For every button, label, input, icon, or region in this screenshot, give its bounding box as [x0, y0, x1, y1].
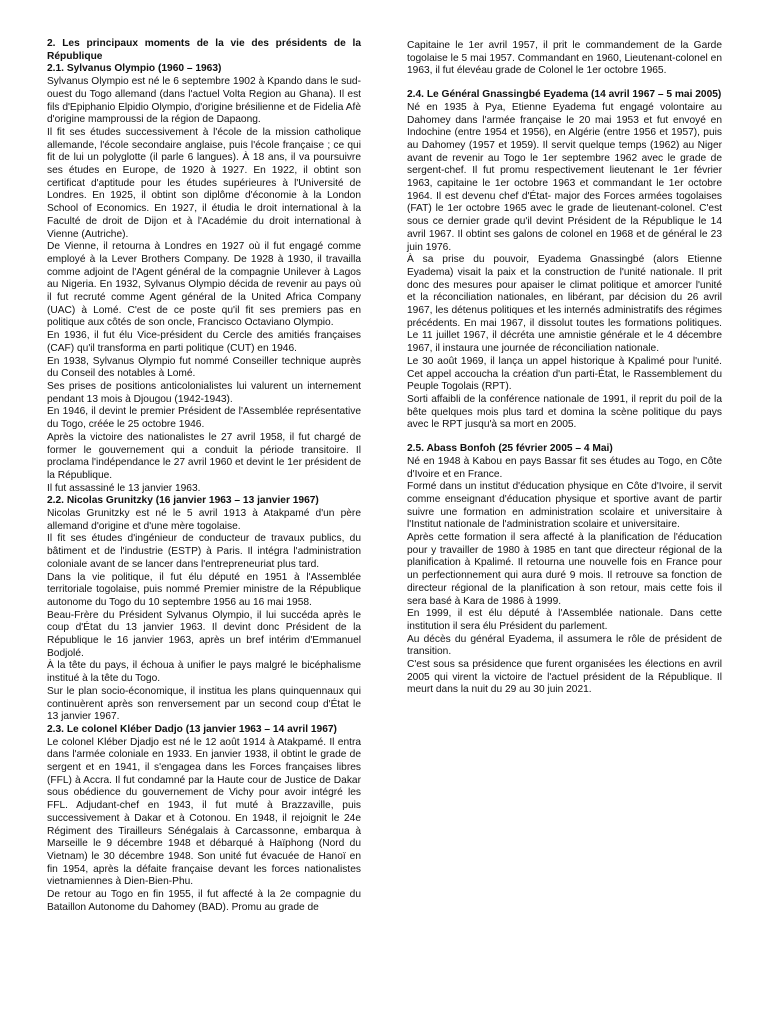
section-heading: 2.2. Nicolas Grunitzky (16 janvier 1963 – 13 janvier 1967)	[47, 495, 319, 507]
section-heading: 2.5. Abass Bonfoh (25 février 2005 – 4 Mai)	[407, 443, 613, 455]
paragraph: En 1999, il est élu député à l'Assemblée nationale. Dans cette institution il sera élu Président du parlement.	[407, 608, 722, 632]
paragraph: Capitaine le 1er avril 1957, il prit le commandement de la Garde togolaise le 5 mai 1957. Commandant en 1960, Lieutenant-colonel en 1963, il fut élevéau grade de Colonel le 1er octobre 1965.	[407, 40, 722, 77]
spacer	[407, 432, 722, 443]
paragraph: Au décès du général Eyadema, il assumera le rôle de président de transition.	[407, 633, 722, 658]
paragraph: De retour au Togo en fin 1955, il fut affecté à la 2e compagnie du Bataillon Autonome du Dahomey (BAD). Promu au grade de	[47, 889, 361, 913]
section-heading: 2.1. Sylvanus Olympio (1960 – 1963)	[47, 63, 222, 75]
paragraph: De Vienne, il retourna à Londres en 1927 où il fut engagé comme employé à la Lever Brothers Company. De 1928 à 1930, il travailla comme adjoint de l'Agent général de la compagnie Unilever à Lagos au Nigeria. En 1932, Sylvanus Olympio décida de revenir au pays où il fut recruté comme Agent général de la United Africa Company (UAC) à Lomé. C'est de ce poste qu'il fit ses premiers pas en politique aux côtés de son oncle, Francisco Octaviano Olympio.	[47, 241, 361, 329]
paragraph: Sorti affaibli de la conférence nationale de 1991, il reprit du poil de la bête quelques mois plus tard et domina la scène politique du pays avec le RPT jusqu'à sa mort en 2005.	[407, 393, 722, 431]
right-column	[407, 40, 722, 697]
paragraph: Il fit ses études successivement à l'école de la mission catholique allemande, l'école secondaire anglaise, puis l'école française ; ce qui fit de lui un polyglotte (il parle 6 langues). À 18 ans, il va poursuivre ses études en Europe, de 1920 à 1927. En 1922, il obtint son certificat d'aptitude pour les études supérieures à l'Université de Londres. En 1925, il obtint son diplôme d'économie à la London School of Economics. En 1927, il étudia le droit international à la Faculté de droit de Dijon et à l'Académie du droit international à Vienne (Autriche).	[47, 126, 361, 240]
paragraph: C'est sous sa présidence que furent organisées les élections en avril 2005 qui virent la victoire de l'actuel président de la République. Il meurt dans la nuit du 29 au 30 juin 2021.	[407, 659, 722, 696]
paragraph: Après la victoire des nationalistes le 27 avril 1958, il fut chargé de former le gouvernement qui a conduit la période transitoire. Il proclama l'indépendance le 27 avril 1960 et devint le 1er président de la République.	[47, 431, 361, 481]
paragraph: Sylvanus Olympio est né le 6 septembre 1902 à Kpando dans le sud-ouest du Togo allemand (dans l'actuel Volta Region au Ghana). Il est fils d'Epiphanio Elpidio Olympio, d'origine brésilienne et de Fidelia Afè d'origine mamproussi de la région de Dapaong.	[47, 76, 361, 126]
paragraph: Sur le plan socio-économique, il institua les plans quinquennaux qui continuèrent après son renversement par un second coup d'État le 13 janvier 1967.	[47, 685, 361, 723]
left-column	[47, 38, 361, 915]
section-heading: 2.4. Le Général Gnassingbé Eyadema (14 avril 1967 – 5 mai 2005)	[407, 89, 722, 101]
paragraph: Le colonel Kléber Djadjo est né le 12 août 1914 à Atakpamé. Il entra dans l'armée coloniale en 1933. En janvier 1938, il obtint le grade de sergent et en 1941, il s'engagea dans les Forces françaises libres (FFL) à Accra. Il fut condamné par la Haute cour de Justice de Dakar sous obédience du gouvernement de Vichy pour avoir intégré les FFL. Adjudant-chef en 1943, il fut muté à Brazzaville, puis successivement à Dakar et à Cotonou. En 1948, il rejoignit le 24e Régiment des Tirailleurs Sénégalais à Carcassonne, embarqua à Marseille le 9 décembre 1948 et débarqué à Haïphong (Nord du Vietnam) le 30 décembre 1948. Son unité fut évacuée de Hanoï en fin 1954, après la défaite française devant les forces nationalistes vietnamiennes à Dien-Bien-Phu.	[47, 736, 361, 888]
paragraph: Le 30 août 1969, il lança un appel historique à Kpalimé pour l'unité. Cet appel accoucha la création d'un parti-État, le Rassemblement du Peuple Togolais (RPT).	[407, 355, 722, 393]
paragraph: Né en 1948 à Kabou en pays Bassar fit ses études au Togo, en Côte d'Ivoire et en France.	[407, 455, 722, 480]
paragraph: En 1936, il fut élu Vice-président du Cercle des amitiés françaises (CAF) qu'il transforma en parti politique (CUT) en 1946.	[47, 330, 361, 354]
paragraph: Il fit ses études d'ingénieur de conducteur de travaux publics, du bâtiment et de l'industrie (ESTP) à Paris. Il intégra l'administration coloniale avant de se lancer dans l'entrepreneuriat plus tard.	[47, 533, 361, 570]
section-heading: 2.3. Le colonel Kléber Dadjo (13 janvier 1963 – 14 avril 1967)	[47, 723, 337, 735]
paragraph: Formé dans un institut d'éducation physique en Côte d'Ivoire, il servit comme enseignant d'éducation physique et sportive avant de partir suivre une formation en administration scolaire et universitaire à l'Institut nationale de l'administration scolaire et universitaire.	[407, 481, 722, 531]
paragraph: Beau-Frère du Président Sylvanus Olympio, il lui succéda après le coup d'État du 13 janvier 1963. Il devint donc Président de la République le 16 janvier 1963, après un bref intérim d'Emmanuel Bodjolé.	[47, 609, 361, 659]
paragraph: En 1938, Sylvanus Olympio fut nommé Conseiller technique auprès du Conseil des notables à Lomé.	[47, 355, 361, 380]
paragraph: Il fut assassiné le 13 janvier 1963.	[47, 482, 201, 494]
paragraph: Dans la vie politique, il fut élu député en 1951 à l'Assemblée territoriale togolaise, puis nommé Premier ministre de la République autonome du Togo du 10 septembre 1956 au 16 mai 1958.	[47, 571, 361, 608]
spacer	[407, 78, 722, 89]
paragraph: À sa prise du pouvoir, Eyadema Gnassingbé (alors Etienne Eyadema) visait la paix et la construction de l'unité nationale. Il prit donc des mesures pour apaiser le climat politique et amorcer l'unité et la réconciliation nationales, en libérant, par décision du 26 avril 1967, les détenus politiques et les internés administratifs des régimes précédents. En mai 1967, il dissolut toutes les formations politiques. Le 11 juillet 1967, il décréta une amnistie générale et le 4 décembre 1967, il instaura une journée de réconciliation nationale.	[407, 254, 722, 355]
paragraph: Né en 1935 à Pya, Etienne Eyadema fut engagé volontaire au Dahomey dans l'armée française le 20 mai 1953 et fut envoyé en Indochine (entre 1954 et 1956), en Algérie (entre 1956 et 1957), puis au Dahomey (1957 et 1959). Il servit quelque temps (1962) au Niger avant de revenir au Togo le 1er septembre 1962 avec le grade de sergent-chef. Il fut promu respectivement lieutenant le 1er février 1963, capitaine le 1er octobre 1963 et commandant le 1er octobre 1964. Il est devenu chef d'État- major des Forces armées togolaises (FAT) le 1er octobre 1965 avec le grade de lieutenant-colonel. C'est sous ce dernier grade qu'il devint Président de la République le 14 avril 1967. Il obtint ses galons de colonel en 1968 et de général le 23 juin 1976.	[407, 101, 722, 253]
paragraph: À la tête du pays, il échoua à unifier le pays malgré le bicéphalisme institué à la tête du Togo.	[47, 660, 361, 685]
paragraph: En 1946, il devint le premier Président de l'Assemblée représentative du Togo, créée le 25 octobre 1946.	[47, 406, 361, 431]
paragraph: Après cette formation il sera affecté à la planification de l'éducation pour y travailler de 1980 à 1985 en tant que directeur régional de la planification à Kpalimé. Il retourna une nouvelle fois en France pour un perfectionnement qui aura duré 9 mois. Il retrouve sa fonction de directeur régional de la planification à son retour, mais cette fois il sera basé à Kara de 1986 à 1999.	[407, 532, 722, 607]
paragraph: Nicolas Grunitzky est né le 5 avril 1913 à Atakpamé d'un père allemand d'origine et d'une mère togolaise.	[47, 508, 361, 532]
paragraph: Ses prises de positions anticolonialistes lui valurent un internement pendant 13 mois à Djougou (1942-1943).	[47, 380, 361, 405]
section-heading: 2. Les principaux moments de la vie des présidents de la République	[47, 38, 361, 62]
